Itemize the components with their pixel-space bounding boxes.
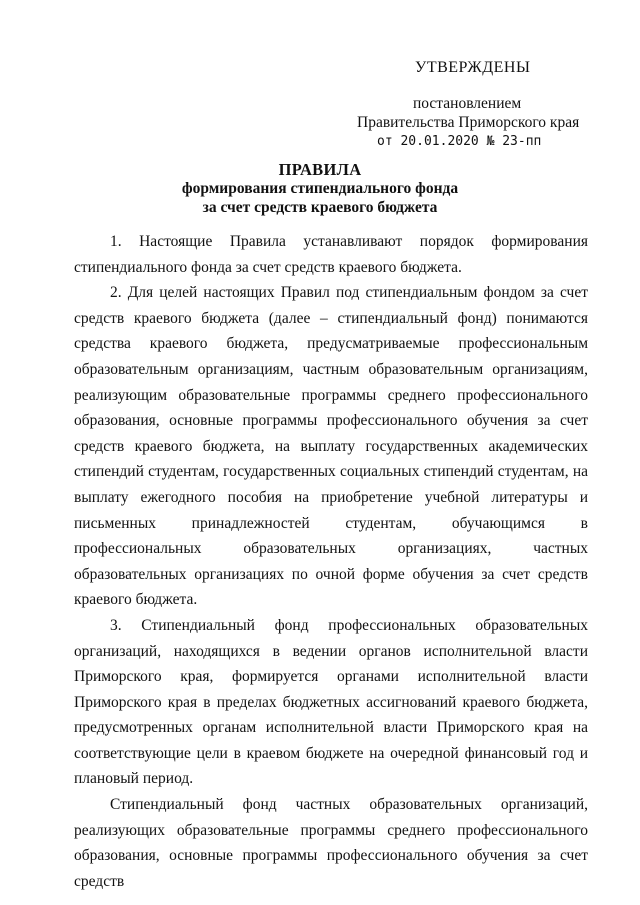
paragraph-3: 3. Стипендиальный фонд профессиональных образовательных организаций, находящихся в ведении органов исполнительной власти Приморского края, формируется органами исполнительной власти Приморского края в пределах бюджетных ассигнований краевого бюджета, предусмотренных органам исполнительной власти Приморского края на соответствующие цели в краевом бюджете на очередной финансовый год и плановый период. xyxy=(74,616,588,788)
paragraph-4: Стипендиальный фонд частных образовательных организаций, реализующих образовательные программы среднего профессионального образования, основные программы профессионального обучения за счет средств xyxy=(74,796,588,890)
title-sub-1: формирования стипендиального фонда xyxy=(181,180,459,197)
title-sub-2: за счет средств краевого бюджета xyxy=(202,199,438,216)
approval-stamp: УТВЕРЖДЕНЫ xyxy=(415,59,531,76)
title-main: ПРАВИЛА xyxy=(278,160,362,179)
approval-line-2: Правительства Приморского края xyxy=(357,114,580,131)
approval-line-3: от 20.01.2020 № 23-пп xyxy=(377,134,542,149)
paragraph-1: 1. Настоящие Правила устанавливают порядок формирования стипендиального фонда за счет средств краевого бюджета. xyxy=(74,233,588,276)
document-title xyxy=(0,160,640,217)
paragraph-2: 2. Для целей настоящих Правил под стипендиальным фондом за счет средств краевого бюджета (далее – стипендиальный фонд) понимаются средства краевого бюджета, предусматриваемые профессиональным образовательным организациям, частным образовательным организациям, реализующим образовательные программы среднего профессионального образования, основные программы профессионального обучения за счет средств краевого бюджета, на выплату государственных академических стипендий студентам, государственных социальных стипендий студентам, на выплату ежегодного пособия на приобретение учебной литературы и письменных принадлежностей студентам, обучающимся в профессиональных образовательных организациях, частных образовательных организациях по очной форме обучения за счет средств краевого бюджета. xyxy=(74,284,588,609)
document-body xyxy=(74,229,588,894)
approval-line-1: постановлением xyxy=(413,95,522,112)
